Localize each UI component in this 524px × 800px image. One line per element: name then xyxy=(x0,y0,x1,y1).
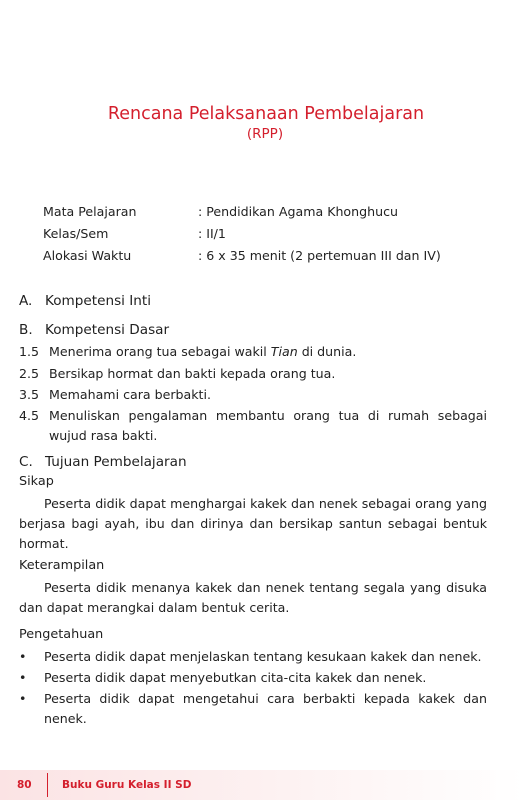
kd-text: Bersikap hormat dan bakti kepada orang tua. xyxy=(49,366,336,381)
page-subtitle: (RPP) xyxy=(246,126,284,142)
subheading-keterampilan: Keterampilan xyxy=(19,558,105,573)
kd-number: 1.5 xyxy=(19,344,40,359)
info-label: Alokasi Waktu xyxy=(43,248,132,263)
kd-item xyxy=(19,406,487,446)
info-row-class xyxy=(43,225,441,247)
kd-item xyxy=(19,364,487,384)
section-title: Kompetensi Dasar xyxy=(45,322,170,338)
info-label: Kelas/Sem xyxy=(43,226,109,241)
kd-number: 3.5 xyxy=(19,387,40,402)
paragraph-keterampilan: Peserta didik menanya kakek dan nenek tentang segala yang disuka dan dapat merangkai dalam bentuk cerita. xyxy=(19,580,487,615)
section-letter: C. xyxy=(19,454,33,470)
section-title: Tujuan Pembelajaran xyxy=(45,454,187,470)
kd-text-italic: Tian xyxy=(270,344,298,359)
kd-text: di dunia. xyxy=(297,344,357,359)
kd-text: Menuliskan pengalaman membantu orang tua di rumah sebagai xyxy=(49,408,487,423)
list-item-text: Peserta didik dapat mengetahui cara berbakti kepada kakek dan nenek. xyxy=(44,691,487,726)
kd-number: 2.5 xyxy=(19,366,40,381)
info-row-time xyxy=(43,247,441,269)
info-value: : 6 x 35 menit (2 pertemuan III dan IV) xyxy=(198,248,441,263)
page-title: Rencana Pelaksanaan Pembelajaran xyxy=(107,104,425,124)
subheading-pengetahuan: Pengetahuan xyxy=(19,627,104,642)
info-row-subject xyxy=(43,203,441,225)
info-value: : II/1 xyxy=(198,226,226,241)
section-letter: B. xyxy=(19,322,33,338)
section-title: Kompetensi Inti xyxy=(45,293,152,309)
footer-book-title: Buku Guru Kelas II SD xyxy=(62,779,192,791)
subheading-sikap: Sikap xyxy=(19,474,54,489)
kd-item xyxy=(19,385,487,405)
list-item xyxy=(19,689,487,729)
footer-page-number: 80 xyxy=(17,779,32,791)
kd-text: Memahami cara berbakti. xyxy=(49,387,211,402)
section-heading-b xyxy=(19,321,169,339)
section-letter: A. xyxy=(19,293,33,309)
section-heading-a xyxy=(19,292,151,310)
list-item-text: Peserta didik dapat menyebutkan cita-cita kakek dan nenek. xyxy=(44,670,427,685)
list-item xyxy=(19,647,487,667)
list-item-text: Peserta didik dapat menjelaskan tentang kesukaan kakek dan nenek. xyxy=(44,649,482,664)
bullet-icon: • xyxy=(19,649,27,664)
kd-text-continued: wujud rasa bakti. xyxy=(49,428,158,443)
bullet-icon: • xyxy=(19,670,27,685)
kd-text: Menerima orang tua sebagai wakil xyxy=(49,344,271,359)
kd-number: 4.5 xyxy=(19,408,40,423)
info-label: Mata Pelajaran xyxy=(43,204,137,219)
info-table xyxy=(43,203,441,269)
paragraph-sikap: Peserta didik dapat menghargai kakek dan nenek sebagai orang yang berjasa bagi ayah, ibu dan dirinya dan bersikap santun sebagai bentuk hormat. xyxy=(19,496,487,551)
footer-divider xyxy=(47,773,48,797)
list-item xyxy=(19,668,487,688)
section-heading-c xyxy=(19,453,187,471)
kd-item xyxy=(19,342,487,362)
bullet-icon: • xyxy=(19,691,27,706)
info-value: : Pendidikan Agama Khonghucu xyxy=(198,204,398,219)
